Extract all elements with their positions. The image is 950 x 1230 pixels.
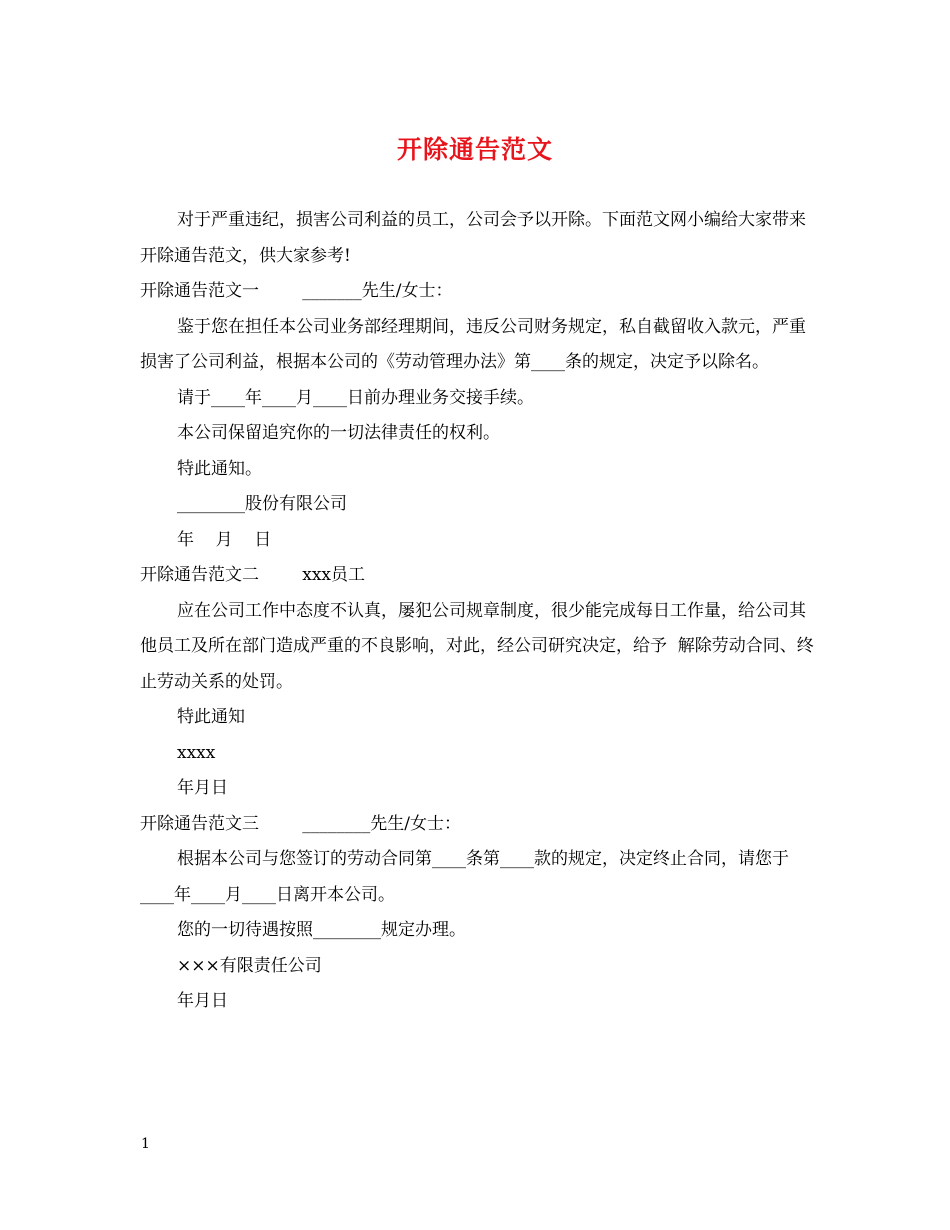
page-number: 1 bbox=[141, 1136, 150, 1152]
sample-one-company: ________股份有限公司 bbox=[177, 494, 347, 514]
intro-paragraph: 对于严重违纪，损害公司利益的员工，公司会予以开除。下面范文网小编给大家带来开除通告范文，供大家参考! bbox=[140, 210, 806, 266]
sample-two-notice: 特此通知 bbox=[177, 707, 245, 727]
sample-one-handover: 请于____年____月____日前办理业务交接手续。 bbox=[177, 387, 534, 408]
sample-one-heading: 开除通告范文一 _______先生/女士： bbox=[140, 281, 453, 301]
sample-two-date: 年月日 bbox=[177, 778, 228, 798]
sample-three-company: ×××有限责任公司 bbox=[177, 955, 322, 976]
sample-three-heading: 开除通告范文三 ________先生/女士： bbox=[140, 813, 461, 834]
sample-three-date: 年月日 bbox=[177, 991, 228, 1011]
sample-two-heading: 开除通告范文二 xxx员工 bbox=[140, 565, 365, 585]
sample-one-date: 年 月 日 bbox=[177, 529, 272, 550]
sample-three-body: 根据本公司与您签订的劳动合同第____条第____款的规定，决定终止合同，请您于____年____月____日离开本公司。 bbox=[140, 849, 789, 905]
sample-two-body: 应在公司工作中态度不认真，屡犯公司规章制度，很少能完成每日工作量，给公司其他员工及所在部门造成严重的不良影响，对此，经公司研究决定，给予 解除劳动合同、终止劳动关系的处罚。 bbox=[140, 600, 814, 692]
sample-three-benefits: 您的一切待遇按照________规定办理。 bbox=[177, 920, 466, 940]
sample-one-body: 鉴于您在担任本公司业务部经理期间，违反公司财务规定，私自截留收入款元，严重损害了公司利益，根据本公司的《劳动管理办法》第____条的规定，决定予以除名。 bbox=[140, 316, 806, 372]
sample-one-notice: 特此通知。 bbox=[177, 458, 262, 479]
sample-one-rights: 本公司保留追究你的一切法律责任的权利。 bbox=[177, 423, 500, 443]
document-body bbox=[140, 203, 820, 1020]
document-title: 开除通告范文 bbox=[396, 135, 553, 164]
sample-two-signature: xxxx bbox=[177, 742, 216, 763]
